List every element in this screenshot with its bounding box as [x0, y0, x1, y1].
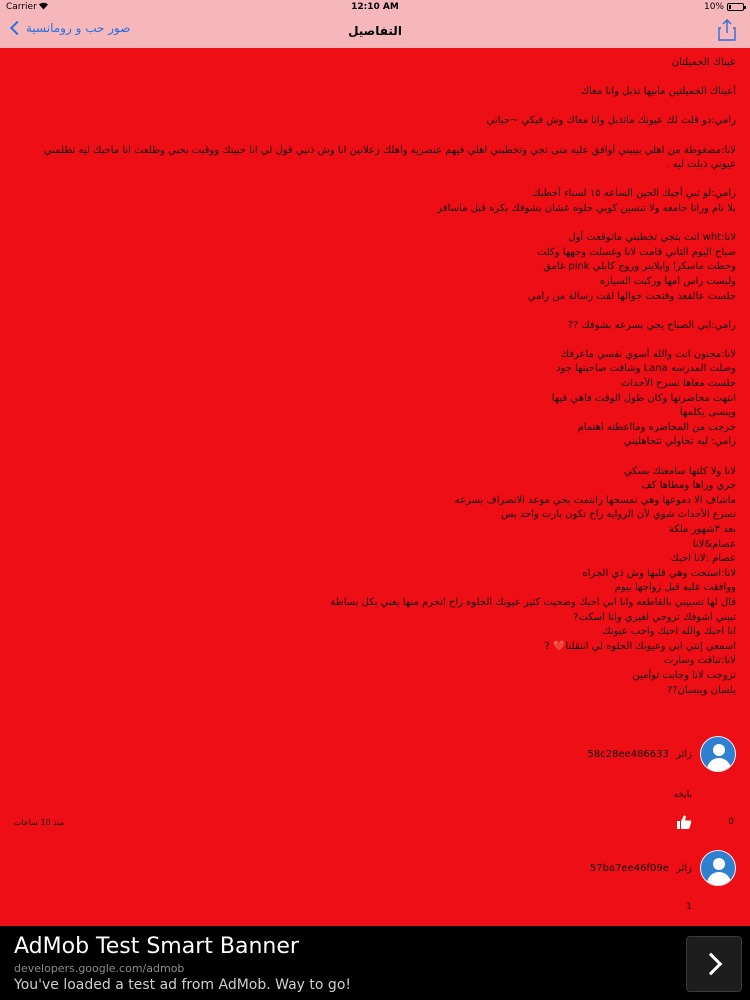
story-line: قال لها تسبيني بالقاطعه وانا ابي احبك وضحيت كثير عيونك الحلوه راح اتحرم منها يعني بكل بساطة	[330, 596, 736, 608]
story-line: عيناك الجميلتان	[671, 57, 736, 68]
comment-author	[590, 863, 692, 874]
story-line: تبيني اشوفك تروحي لغيري وانا اسكت?	[573, 611, 736, 623]
story-line: انتهت محاضرتها وكان طول الوقت فاهي فيها	[551, 392, 736, 404]
clock: 12:10 AM	[351, 2, 399, 12]
story-line: تزوجت لانا وجابت توأمين	[632, 669, 736, 681]
story-line: بلا نام وراتا جامعه ولا تنسين كوبي حلوه عشان بشوفك بكره قبل ماسافر	[437, 202, 736, 214]
comment-header	[587, 736, 736, 772]
story-line	[6, 173, 736, 188]
story-line	[6, 129, 736, 144]
story-line	[6, 100, 736, 115]
story-line: أعيناك الجميلتين مابيها تذبل وانا معاك	[580, 86, 736, 98]
story-line: وينسى يكلمها	[679, 407, 736, 419]
story-line: ووافقت عليه قبل زواجها بيوم	[614, 582, 736, 594]
battery-percent: 10%	[703, 2, 724, 12]
story-line: عصام :لانا احبك	[670, 553, 736, 565]
story-line: لانا ولا كلتها سامعتك بسكي	[623, 465, 736, 477]
story-line: يلسان ويبسان??	[666, 684, 736, 696]
story-line: ماشاف الا دموعها وهي تمسحها رانتمت بجي موعد الانصراف بسرعه	[454, 494, 736, 506]
story-line: لانا:مجنون انت والله أسوي نفسي ماعرفك	[560, 348, 736, 360]
story-line: انا احبك والله احبك واحب عيونك	[602, 626, 736, 638]
story-line: رامي:ابي الصباح يجي بسرعه بشوفك ??	[567, 319, 736, 331]
story-line: وحطت ماسكرا وايلاينر وروج كابلي pink غامق	[543, 261, 736, 273]
ad-description: You've loaded a test ad from AdMob. Way to go!	[14, 977, 351, 993]
navigation-bar	[0, 14, 750, 48]
story-line: وصلت المدرسه Lana وشافت صاحبتها جود	[555, 363, 736, 375]
like-count: 0	[728, 817, 734, 827]
visitor-id: 58c28ee486633	[587, 748, 669, 760]
comment-text: بايخه	[673, 790, 692, 800]
story-line: بعد ٣شهور ملكة	[668, 524, 736, 535]
story-line: لانا:تنافت وسارت	[663, 655, 736, 667]
chevron-right-icon	[700, 953, 723, 976]
story-text	[6, 56, 736, 698]
story-line: جلست معاها تسرح الأحداث	[620, 378, 736, 390]
story-line: صباح اليوم الثاني قامت لانا وغسلت وجهها وكلت	[536, 246, 736, 258]
story-line: عيوني ذبلت ليه .	[666, 159, 736, 171]
story-line: لانا:استحت وهي قلبها وش ذي الجراه	[582, 567, 736, 579]
thumbs-up-icon[interactable]	[676, 814, 692, 830]
story-line: رامي:دو قلت لك عيونك ماتذبل وانا معاك وش فيكي ~حياتي	[486, 115, 736, 127]
battery-icon	[727, 3, 744, 11]
story-line	[6, 333, 736, 348]
story-line	[6, 217, 736, 232]
status-bar	[0, 0, 750, 14]
comment-actions	[0, 814, 750, 834]
user-avatar-icon	[700, 850, 736, 886]
page-title: التفاصيل	[348, 24, 402, 38]
back-button-label: صور حب و رومانسية	[26, 21, 131, 35]
story-line	[6, 450, 736, 465]
visitor-label: زائر	[676, 748, 692, 760]
story-line: لانا:wht انت بتجي تخطبني ماتوقعت أول	[568, 232, 736, 244]
story-line: لانا:مضغوطة من اهلي بيبيني أوافق عليه متى تجي وتخطبني اهلي فيهم عنصريه واهلك زعلانين انا وش ذنبي قول لي انا حبيتك ووقيت بحبي وطلعت انا ماحبك ليه تظلمني	[43, 144, 736, 156]
comment-text: 1	[686, 902, 692, 912]
story-line	[6, 304, 736, 319]
visitor-label: زائر	[676, 862, 692, 874]
ad-banner[interactable]	[0, 926, 750, 1000]
ad-title[interactable]: AdMob Test Smart Banner	[14, 934, 299, 959]
comment-header	[590, 850, 736, 886]
comment-time: منذ 10 ساعات	[14, 818, 65, 827]
visitor-id: 57ba7ee46f09e	[589, 862, 669, 874]
ad-url[interactable]: developers.google.com/admob	[14, 962, 185, 975]
story-line: اسمعي إنتي ابي وعيونك الحلوه لي انتقلنا❤️ ?	[544, 640, 736, 652]
story-line: خرجت من المحاضره ومااعطته اهتمام	[577, 421, 736, 433]
share-icon[interactable]	[718, 19, 736, 41]
story-line	[6, 71, 736, 86]
story-line: رامي: ليه تحاولي تتجاهليني	[623, 436, 736, 448]
story-line: عصام&لانا	[692, 538, 736, 550]
details-content[interactable]	[0, 48, 750, 926]
story-line: ولبست راس امها وركبت السياره	[599, 275, 736, 287]
comment-author	[587, 749, 692, 760]
carrier-label: Carrier	[6, 2, 37, 12]
user-avatar-icon	[700, 736, 736, 772]
ad-next-button[interactable]	[686, 936, 742, 992]
story-line: جلست عالقعد وفتحت جوالها لقت رسالة من رامي	[527, 290, 736, 302]
story-line: رامي:لو تبي أجيك الحين الساعه ١٥ لسناء أخطبك	[532, 188, 736, 200]
story-line: جري وراها ومطاها كف	[641, 480, 736, 492]
story-line: تسرع الأحداث شوي لأن الروايه راح تكون بارت واحد بس	[501, 509, 736, 521]
